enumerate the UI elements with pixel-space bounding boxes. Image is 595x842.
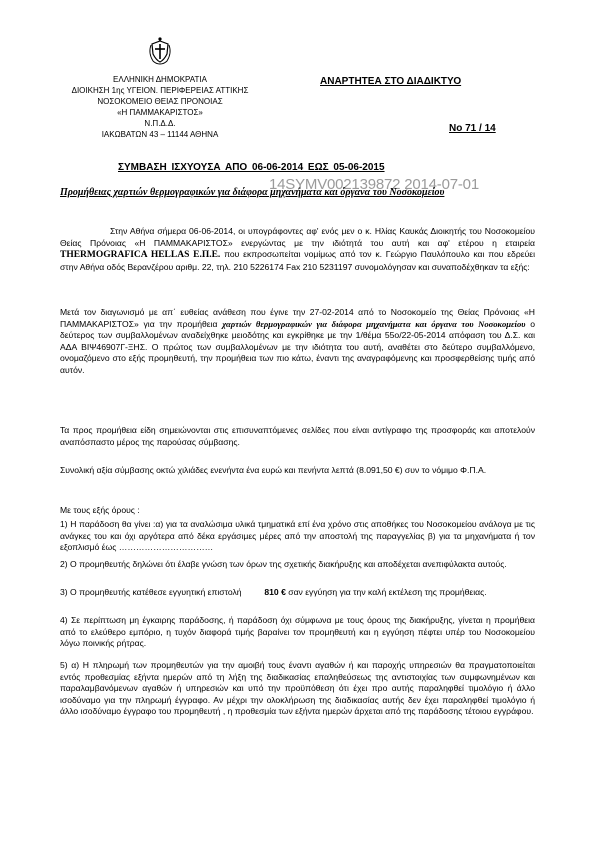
paragraph-intro <box>60 226 535 273</box>
term-3-text-a: 3) Ο προμηθευτής κατέθεσε εγγυητική επιστολή <box>60 587 242 597</box>
award-text-c: ο δεύτερος των συμβαλλομένων αναδείχθηκε μειοδότης και εγκρίθηκε με την 1/θέμα 55ο/22-05-2014 απόφαση του Δ.Σ. και ΑΔΑ ΒΙΨ46907Γ-ΞΗΣ. Ο πρώτος των συμβαλλομένων με την ιδιότητα του αυτή, αναθέτει στο δεύτερο συμβαλλόμενο, ονομαζόμενο στο εξής προμηθευτή, την προμήθεια των πιο κάτω, έναντι της αναγραφόμενης και προσφερθείσης τιμής από αυτόν. <box>60 318 535 375</box>
header-country: ΕΛΛΗΝΙΚΗ ΔΗΜΟΚΡΑΤΙΑ <box>113 75 207 84</box>
header-hospital: ΝΟΣΟΚΟΜΕΙΟ ΘΕΙΑΣ ΠΡΟΝΟΙΑΣ <box>97 97 223 106</box>
term-4: 4) Σε περίπτωση μη έγκαιρης παράδοσης, ή παράδοση όχι σύμφωνα με τους όρους της διακήρυξης, γίνεται η προμήθεια από το ελεύθερο εμπόριο, η τυχόν διαφορά τιμής βαραίνει τον προμηθευτή και η εγγύηση πέφτει υπέρ του Νοσοκομείου λόγω ποινικής ρήτρας. <box>60 615 535 649</box>
paragraph-award <box>60 307 535 377</box>
contract-number: Νο 71 / 14 <box>449 123 496 134</box>
intro-text-rest: που εκπροσωπείται νομίμως από τον κ. Γεώργιο Παυλόπουλο και που εδρεύει στην Αθήνα οδός Βερανζέρου αριθμ. 22, τηλ. 210 5226174 Fax 210 5231197 συνομολόγησαν και συναποδέχθηκαν τα εξής: <box>60 249 536 272</box>
award-text-a: Μετά τον διαγωνισμό με απ΄ ευθείας ανάθεση που έγινε την 27-02-2014 από το Νοσοκομείο της Θείας Πρόνοιας «Η ΠΑΜΜΑΚΑΡΙΣΤΟΣ» για την προμήθεια <box>60 307 535 329</box>
intro-text: Στην Αθήνα σήμερα 06-06-2014, οι υπογράφοντες αφ' ενός μεν ο κ. Ηλίας Καυκάς Διοικητής του Νοσοκομείου Θείας Πρόνοιας «Η ΠΑΜΜΑΚΑΡΙΣΤΟΣ» ενεργώντας με την ιδιότητά του αυτή και αφ' ετέρου η εταιρεία <box>60 226 535 248</box>
paragraph-total-value: Συνολική αξία σύμβασης οκτώ χιλιάδες ενενήντα ένα ευρώ και πενήντα λεπτά (8.091,50 €) συν το νόμιμο Φ.Π.Α. <box>60 465 487 475</box>
supplier-name: THERMOGRAFICA HELLAS Ε.Π.Ε. <box>60 250 221 261</box>
guarantee-amount: 810 € <box>264 587 286 597</box>
award-items: χαρτιών θερμογραφικών για διάφορα μηχανήματα και όργανα του Νοσοκομείου <box>222 318 526 329</box>
term-3 <box>60 587 535 599</box>
term-5: 5) α) Η πληρωμή των προμηθευτών για την αμοιβή τους έναντι αγαθών ή και παροχής υπηρεσιών θα πραγματοποιείται εντός προθεσμίας εξήντα ημερών από τη λήξη της διαδικασίας επαληθεύσεως της αντιστοιχίας των συμφωνημένων και παραλαμβανόμενων αγαθών ή υπηρεσιών και υπό την προϋπόθεση ότι έχει προ αυτής παραληφθεί τιμολόγιο ή άλλο ισοδύναμο για την πληρωμή έγγραφο. Αν μέχρι την ολοκλήρωση της διαδικασίας αυτής δεν έχει παραληφθεί τιμολόγιο ή άλλο ισοδύναμο έγγραφο του προμηθευτή , η προθεσμία των εξήντα ημερών άρχεται από της παράδοσης τέτοιου εγγράφου. <box>60 660 535 717</box>
header-authority: ΔΙΟΙΚΗΣΗ 1ης ΥΓΕΙΟΝ. ΠΕΡΙΦΕΡΕΙΑΣ ΑΤΤΙΚΗΣ <box>71 86 249 95</box>
header-hospital-name: «Η ΠΑΜΜΑΚΑΡΙΣΤΟΣ» <box>117 108 203 117</box>
ada-watermark: 14SYMV002139872 2014-07-01 <box>269 176 479 193</box>
header-legal-form: Ν.Π.Δ.Δ. <box>144 119 176 128</box>
contract-subject: Προμήθειας χαρτιών θερμογραφικών για διάφορα μηχανήματα και όργανα του Νοσοκομείου <box>60 187 445 198</box>
header-address: ΙΑΚΩΒΑΤΩΝ 43 – 11144 ΑΘΗΝΑ <box>101 130 219 139</box>
term-3-text-b: σαν εγγύηση για την καλή εκτέλεση της προμήθειας. <box>288 587 487 597</box>
contract-title: ΣΥΜΒΑΣΗ ΙΣΧΥΟΥΣΑ ΑΠΟ 06-06-2014 ΕΩΣ 05-06-2015 <box>118 162 385 173</box>
terms-heading: Με τους εξής όρους : <box>60 505 140 515</box>
term-1: 1) Η παράδοση θα γίνει :α) για τα αναλώσιμα υλικά τμηματικά επί ένα χρόνο στις αποθήκες του Νοσοκομείου ανάλογα με τις ανάγκες του και όχι αργότερα από δέκα εργάσιμες μέρες από την αποστολή της παραγγελίας β) για τα μηχανήματα ή τον εξοπλισμό έως …………………………… <box>60 519 535 553</box>
coat-of-arms-emblem <box>147 36 173 66</box>
posting-note: ΑΝΑΡΤΗΤΕΑ ΣΤΟ ΔΙΑΔΙΚΤΥΟ <box>320 76 462 87</box>
paragraph-items: Τα προς προμήθεια είδη σημειώνονται στις επισυναπτόμενες σελίδες που είναι αντίγραφο της προσφοράς και αποτελούν αναπόσπαστο μέρος της παρούσας σύμβασης. <box>60 425 535 447</box>
term-2: 2) Ο προμηθευτής δηλώνει ότι έλαβε γνώση των όρων της σχετικής διακήρυξης και αποδέχεται ανεπιφύλακτα αυτούς. <box>60 559 507 569</box>
